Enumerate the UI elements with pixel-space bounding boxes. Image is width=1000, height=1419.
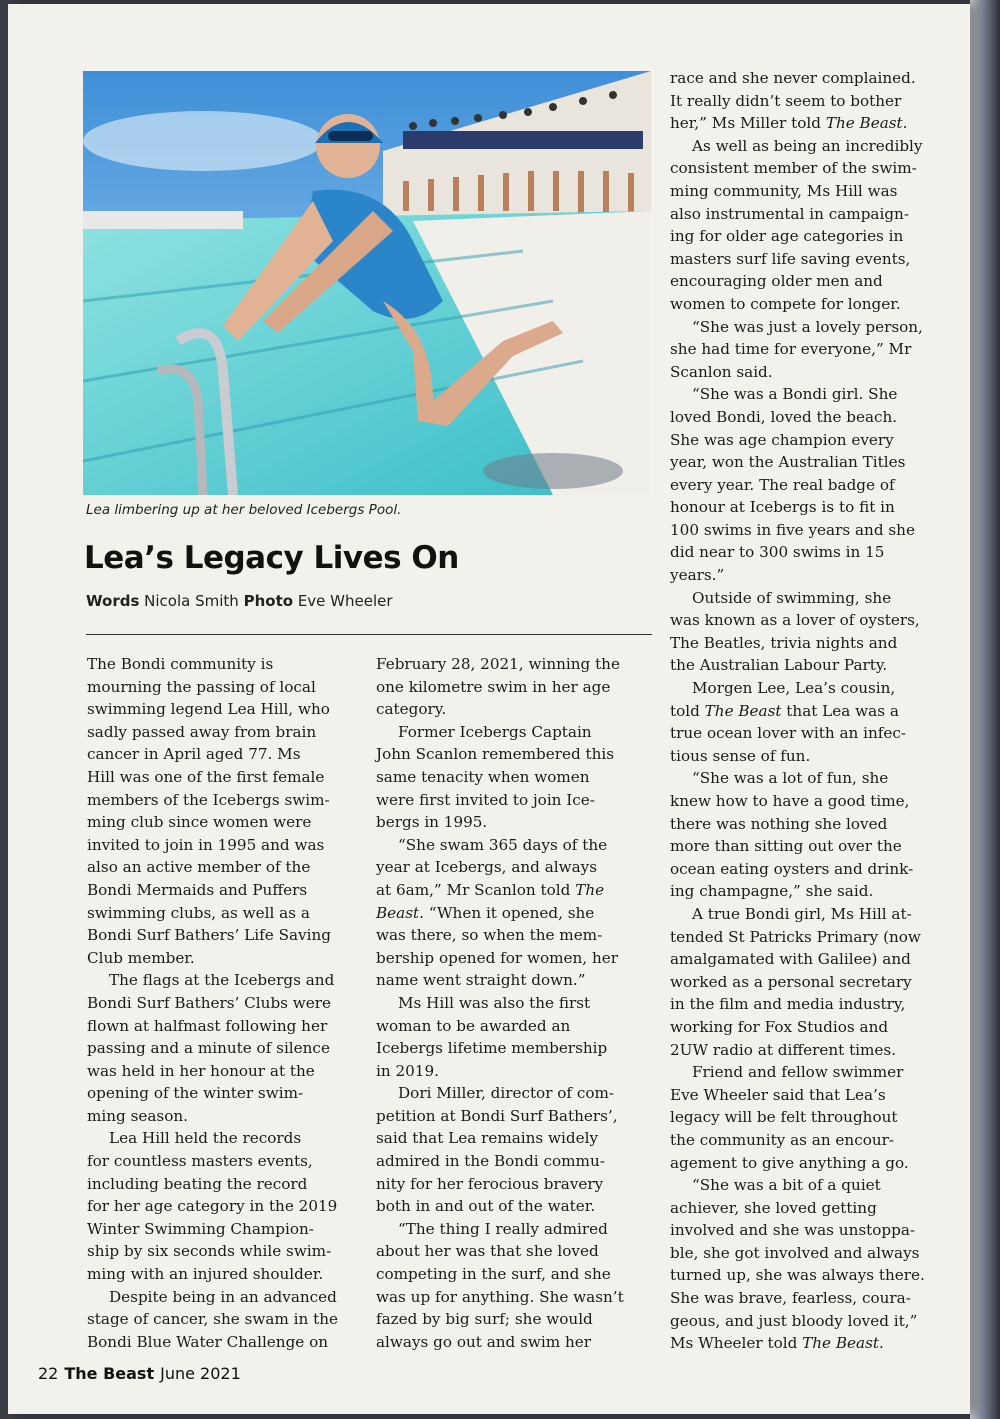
article-line: always go out and swim her <box>376 1332 592 1351</box>
article-line: achiever, she loved getting <box>670 1198 877 1217</box>
article-line: As well as being an incredibly <box>692 136 923 155</box>
article-line: “She was a bit of a quiet <box>692 1176 881 1195</box>
article-line: stage of cancer, she swam in the <box>87 1310 338 1329</box>
swimmer-photo-illustration <box>83 71 651 495</box>
article-line: ship by six seconds while swim- <box>87 1242 332 1261</box>
article-line: Icebergs lifetime membership <box>376 1039 608 1058</box>
issue-date: June 2021 <box>160 1364 241 1383</box>
article-line: agement to give anything a go. <box>670 1153 909 1172</box>
article-line: Ms Wheeler told The Beast. <box>670 1334 884 1353</box>
article-line: Bondi Surf Bathers’ Clubs were <box>87 993 332 1012</box>
photo-caption: Lea limbering up at her beloved Icebergs Pool. <box>86 502 402 518</box>
article-line: flown at halfmast following her <box>87 1016 328 1035</box>
article-line: “She swam 365 days of the <box>398 835 608 854</box>
words-label: Words <box>86 592 140 610</box>
article-line: tious sense of fun. <box>670 746 811 765</box>
article-line: The Bondi community is <box>87 655 274 673</box>
author-name: Nicola Smith <box>144 592 239 610</box>
article-line: opening of the winter swim- <box>87 1084 304 1103</box>
article-line: years.” <box>670 566 725 585</box>
article-line: same tenacity when women <box>376 767 590 786</box>
article-line: amalgamated with Galilee) and <box>670 950 911 969</box>
article-line: admired in the Bondi commu- <box>376 1152 605 1171</box>
article-line: “She was just a lovely person, <box>692 317 923 336</box>
article-line: Dori Miller, director of com- <box>398 1084 615 1103</box>
article-line: Bondi Surf Bathers’ Life Saving <box>87 926 331 945</box>
article-line: turned up, she was always there. <box>670 1266 925 1285</box>
article-line: She was age champion every <box>670 430 894 449</box>
article-line: told The Beast that Lea was a <box>670 701 899 720</box>
article-line: more than sitting out over the <box>670 837 902 856</box>
article-line: was known as a lover of oysters, <box>670 611 920 630</box>
article-line: John Scanlon remembered this <box>376 745 615 764</box>
article-line: Eve Wheeler said that Lea’s <box>670 1085 886 1104</box>
photographer-name: Eve Wheeler <box>297 592 393 610</box>
article-line: Outside of swimming, she <box>692 588 892 607</box>
article-line: did near to 300 swims in 15 <box>670 543 885 562</box>
article-line: geous, and just bloody loved it,” <box>670 1311 918 1330</box>
article-line: tended St Patricks Primary (now <box>670 927 921 946</box>
article-line: Beast. “When it opened, she <box>376 903 595 922</box>
page-footer <box>38 1364 241 1383</box>
article-line: invited to join in 1995 and was <box>87 835 325 854</box>
article-line: there was nothing she loved <box>670 814 888 833</box>
article-line: for her age category in the 2019 <box>87 1197 338 1216</box>
article-line: were first invited to join Ice- <box>376 790 595 809</box>
article-line: also instrumental in campaign- <box>670 204 909 223</box>
article-line: petition at Bondi Surf Bathers’, <box>376 1106 618 1125</box>
article-line: was up for anything. She wasn’t <box>376 1287 624 1306</box>
article-line: February 28, 2021, winning the <box>376 655 620 673</box>
article-line: one kilometre swim in her age <box>376 677 611 696</box>
article-line: both in and out of the water. <box>376 1197 596 1216</box>
article-line: year at Icebergs, and always <box>376 858 598 877</box>
article-line: ming season. <box>87 1106 188 1125</box>
article-line: honour at Icebergs is to fit in <box>670 498 895 517</box>
magazine-stack-edge <box>970 0 1000 1419</box>
page-number: 22 <box>38 1364 59 1383</box>
article-line: loved Bondi, loved the beach. <box>670 407 898 426</box>
article-line: ing champagne,” she said. <box>670 882 874 901</box>
article-line: ing for older age categories in <box>670 227 904 246</box>
article-line: ocean eating oysters and drink- <box>670 859 914 878</box>
article-line: every year. The real badge of <box>670 475 895 494</box>
article-line: bergs in 1995. <box>376 813 488 832</box>
article-line: Despite being in an advanced <box>109 1287 337 1306</box>
article-line: members of the Icebergs swim- <box>87 790 330 809</box>
article-line: Ms Hill was also the first <box>398 993 591 1012</box>
article-line: knew how to have a good time, <box>670 792 910 810</box>
article-photo <box>83 71 651 495</box>
article-line: was there, so when the mem- <box>376 926 603 945</box>
article-line: cancer in April aged 77. Ms <box>87 745 301 764</box>
article-line: Bondi Blue Water Challenge on <box>87 1332 329 1351</box>
byline <box>86 592 393 610</box>
article-line: Bondi Mermaids and Puffers <box>87 880 308 899</box>
article-line: for countless masters events, <box>87 1152 313 1171</box>
article-line: sadly passed away from brain <box>87 722 317 741</box>
article-line: involved and she was unstoppa- <box>670 1221 916 1240</box>
article-line: in the film and media industry, <box>670 995 906 1014</box>
article-line: Friend and fellow swimmer <box>692 1063 904 1082</box>
article-column-2 <box>376 653 648 1353</box>
article-line: Former Icebergs Captain <box>398 722 592 741</box>
article-column-3 <box>670 67 942 1355</box>
photo-label: Photo <box>243 592 294 610</box>
article-line: “She was a Bondi girl. She <box>692 385 898 404</box>
article-line: said that Lea remains widely <box>376 1129 599 1148</box>
article-line: worked as a personal secretary <box>670 972 912 991</box>
article-line: true ocean lover with an infec- <box>670 724 907 743</box>
article-line: Lea Hill held the records <box>109 1129 302 1148</box>
article-line: including beating the record <box>87 1174 308 1193</box>
article-column-1 <box>87 653 357 1353</box>
article-line: swimming legend Lea Hill, who <box>87 700 330 719</box>
article-line: ming club since women were <box>87 813 312 832</box>
article-line: The Beatles, trivia nights and <box>670 633 898 652</box>
article-line: masters surf life saving events, <box>670 249 911 268</box>
article-line: about her was that she loved <box>376 1242 599 1261</box>
article-line: ming community, Ms Hill was <box>670 181 898 200</box>
article-line: legacy will be felt throughout <box>670 1108 898 1127</box>
article-line: working for Fox Studios and <box>670 1017 889 1036</box>
article-line: A true Bondi girl, Ms Hill at- <box>692 904 912 923</box>
article-headline: Lea’s Legacy Lives On <box>84 540 459 576</box>
article-line: Morgen Lee, Lea’s cousin, <box>692 679 896 698</box>
article-line: consistent member of the swim- <box>670 159 917 178</box>
article-line: race and she never complained. <box>670 69 916 87</box>
article-line: passing and a minute of silence <box>87 1039 330 1058</box>
article-line: ming with an injured shoulder. <box>87 1265 324 1284</box>
article-line: ble, she got involved and always <box>670 1243 920 1262</box>
article-line: mourning the passing of local <box>87 677 316 696</box>
headline-divider <box>86 634 652 635</box>
article-line: woman to be awarded an <box>376 1016 571 1035</box>
article-line: fazed by big surf; she would <box>376 1310 593 1329</box>
article-line: She was brave, fearless, coura- <box>670 1289 911 1308</box>
article-line: Winter Swimming Champion- <box>87 1219 314 1238</box>
article-line: bership opened for women, her <box>376 948 618 967</box>
article-line: Scanlon said. <box>670 362 773 381</box>
article-line: competing in the surf, and she <box>376 1265 611 1284</box>
article-line: encouraging older men and <box>670 272 883 291</box>
article-line: Club member. <box>87 948 195 967</box>
article-line: “The thing I really admired <box>398 1219 608 1238</box>
article-line: at 6am,” Mr Scanlon told The <box>376 880 605 899</box>
article-line: the Australian Labour Party. <box>670 656 888 675</box>
article-line: also an active member of the <box>87 858 311 877</box>
article-line: category. <box>376 700 447 719</box>
article-line: swimming clubs, as well as a <box>87 903 310 922</box>
article-line: in 2019. <box>376 1061 439 1080</box>
magazine-name: The Beast <box>64 1364 155 1383</box>
article-line: name went straight down.” <box>376 971 586 990</box>
article-line: the community as an encour- <box>670 1130 895 1149</box>
article-line: was held in her honour at the <box>87 1061 315 1080</box>
article-line: nity for her ferocious bravery <box>376 1174 604 1193</box>
article-line: The flags at the Icebergs and <box>109 971 335 990</box>
article-line: she had time for everyone,” Mr <box>670 340 912 359</box>
magazine-page <box>8 4 970 1414</box>
article-line: Hill was one of the first female <box>87 767 325 786</box>
article-line: “She was a lot of fun, she <box>692 769 889 788</box>
article-line: It really didn’t seem to bother <box>670 91 902 110</box>
article-line: 100 swims in five years and she <box>670 520 915 539</box>
article-line: 2UW radio at different times. <box>670 1040 897 1059</box>
article-line: year, won the Australian Titles <box>670 453 906 472</box>
article-line: women to compete for longer. <box>670 294 901 313</box>
article-line: her,” Ms Miller told The Beast. <box>670 114 908 133</box>
